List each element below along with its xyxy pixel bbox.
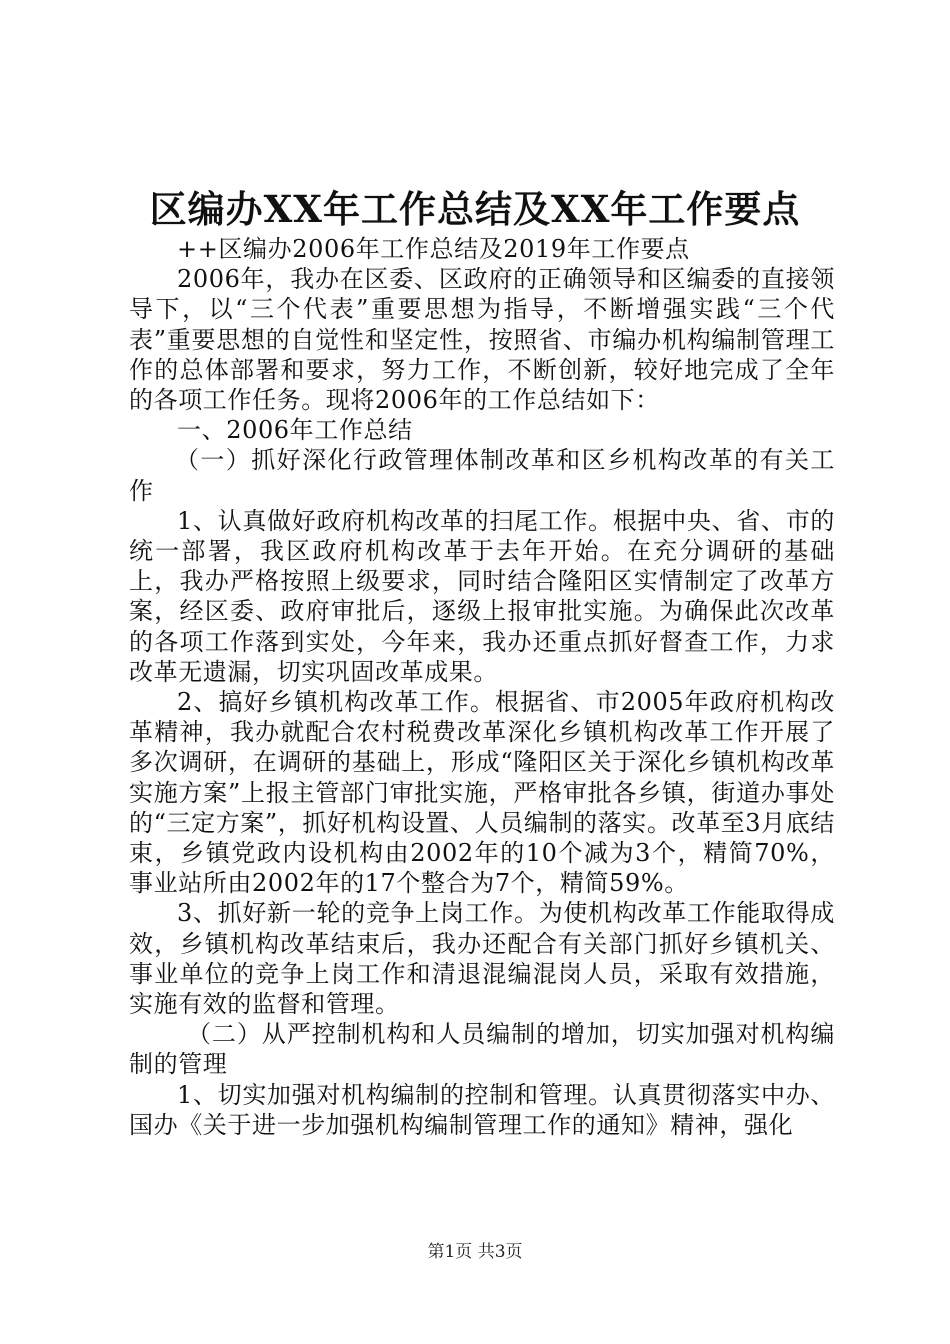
subsection-heading-1: （一）抓好深化行政管理体制改革和区乡机构改革的有关工作 (129, 446, 835, 505)
subsection-heading-2: （二）从严控制机构和人员编制的增加，切实加强对机构编制的管理 (129, 1020, 835, 1079)
subtitle-line: ++区编办2006年工作总结及2019年工作要点 (177, 235, 690, 263)
paragraph-item-4: 1、切实加强对机构编制的控制和管理。认真贯彻落实中办、国办《关于进一步加强机构编制管理工作的通知》精神，强化 (129, 1080, 835, 1139)
paragraph-intro: 2006年，我办在区委、区政府的正确领导和区编委的直接领导下，以“三个代表”重要思想为指导，不断增强实践“三个代表”重要思想的自觉性和坚定性，按照省、市编办机构编制管理工作的总体部署和要求，努力工作，不断创新，较好地完成了全年的各项工作任务。现将2006年的工作总结如下： (129, 265, 835, 415)
document-body (129, 234, 835, 1140)
section-heading-1: 一、2006年工作总结 (177, 416, 413, 445)
paragraph-item-2: 2、搞好乡镇机构改革工作。根据省、市2005年政府机构改革精神，我办就配合农村税费改革深化乡镇机构改革工作开展了多次调研，在调研的基础上，形成“隆阳区关于深化乡镇机构改革实施方案”上报主管部门审批实施，严格审批各乡镇，街道办事处的“三定方案”，抓好机构设置、人员编制的落实。改革至3月底结束，乡镇党政内设机构由2002年的10个减为3个，精简70%，事业站所由2002年的17个整合为7个，精简59%。 (129, 688, 835, 898)
paragraph-item-3: 3、抓好新一轮的竞争上岗工作。为使机构改革工作能取得成效，乡镇机构改革结束后，我办还配合有关部门抓好乡镇机关、事业单位的竞争上岗工作和清退混编混岗人员，采取有效措施，实施有效的监督和管理。 (129, 899, 835, 1019)
paragraph-item-1: 1、认真做好政府机构改革的扫尾工作。根据中央、省、市的统一部署，我区政府机构改革于去年开始。在充分调研的基础上，我办严格按照上级要求，同时结合隆阳区实情制定了改革方案，经区委、政府审批后，逐级上报审批实施。为确保此次改革的各项工作落到实处，今年来，我办还重点抓好督查工作，力求改革无遗漏，切实巩固改革成果。 (129, 506, 835, 686)
page-footer: 第1页 共3页 (427, 1242, 523, 1262)
document-title: 区编办XX年工作总结及XX年工作要点 (149, 187, 801, 231)
